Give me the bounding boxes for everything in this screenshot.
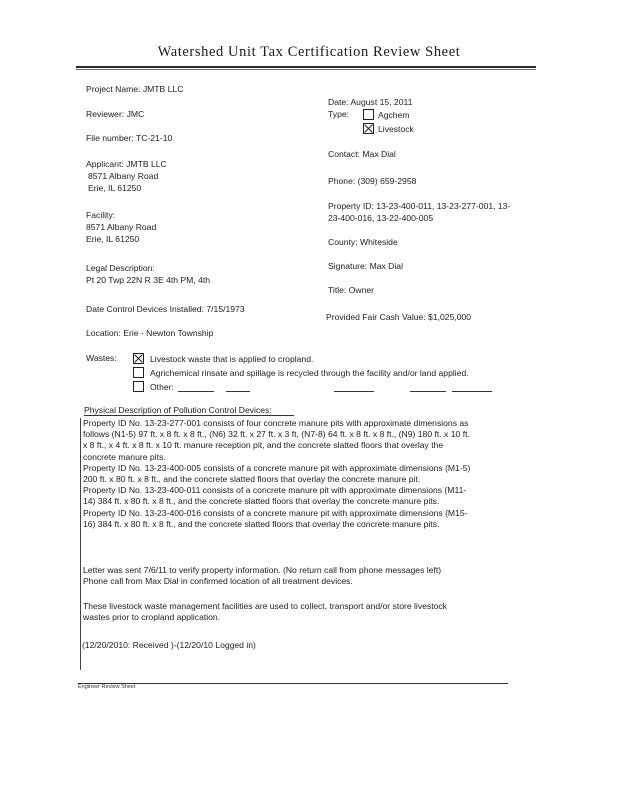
letter-notes (83, 565, 441, 587)
usage-line: These livestock waste management facilities are used to collect, transport and/or store livestock (83, 601, 447, 611)
property-id-line: Property ID: 13-23-400-011, 13-23-277-001, 13- (328, 201, 511, 211)
other-blank (410, 391, 446, 392)
other-blank (452, 391, 492, 392)
description-line: x 8 ft., x 4 ft. x 8 ft. x 10 ft. manure reception pit, and the concrete slatted floors that overlay the (83, 440, 444, 451)
other-blank (178, 391, 214, 392)
legal-description-label: Legal Description: (86, 263, 155, 273)
property-id-line: 23-400-016, 13-22-400-005 (328, 213, 434, 223)
description-line: 16) 384 ft. x 80 ft. x 8 ft., and the concrete slatted floors that overlay the concrete manure pits. (83, 518, 440, 529)
description-line: follows (N1-5) 97 ft. x 8 ft. x 8 ft., (N6) 32 ft. x 27 ft. x 3 ft, (N7-8) 64 ft. x 8 ft. x 8 ft., (N9) 180 ft. x 10 ft. (83, 429, 470, 440)
description-line: Property ID No. 13-23-400-005 consists of a concrete manure pit with approximate dimensions (M1-5) (83, 462, 471, 473)
description-line: Property ID No. 13-23-400-011 consists of a concrete manure pit with approximate dimensions (M11- (83, 485, 467, 496)
agchem-label: Agchem (378, 110, 410, 120)
file-number: File number: TC-21-10 (86, 133, 173, 143)
location: Location: Erie - Newton Township (86, 328, 214, 338)
project-name: Project Name: JMTB LLC (86, 84, 184, 94)
description-line: 14) 384 ft. x 80 ft. x 8 ft., and the concrete slatted floors that overlay the concrete manure pits. (83, 496, 440, 507)
wastes-other-label: Other: (150, 382, 174, 392)
contact: Contact: Max Dial (328, 149, 396, 159)
wastes-other-checkbox[interactable] (133, 381, 144, 392)
letter-line: Phone call from Max Dial in confirmed location of all treatment devices. (83, 576, 353, 587)
applicant-address-line: Erie, IL 61250 (88, 183, 142, 193)
title-rule-lower (76, 69, 536, 70)
date-installed: Date Control Devices Installed: 7/15/1973 (86, 304, 245, 314)
applicant-label: Applicant: JMTB LLC (86, 159, 167, 169)
signature: Signature: Max Dial (328, 261, 403, 271)
other-blank (334, 391, 374, 392)
livestock-label: Livestock (378, 124, 414, 134)
letter-line: Letter was sent 7/6/11 to verify property information. (No return call from phone messages left) (83, 565, 442, 575)
description-line: Property ID No. 13-23-277-001 consists of four concrete manure pits with approximate dimensions as (83, 418, 469, 428)
wastes-livestock-label: Livestock waste that is applied to cropland. (150, 354, 314, 364)
applicant-address-line: 8571 Albany Road (88, 171, 159, 181)
usage-line: wastes prior to cropland application. (83, 612, 221, 623)
description-line: Property ID No. 13-23-400-016 consists of a concrete manure pit with approximate dimensions (M15- (83, 507, 468, 518)
description-border (80, 418, 81, 670)
description-line: 200 ft. x 80 ft. x 8 ft., and the concrete slatted floors that overlay the concrete manure pit. (83, 474, 421, 485)
physical-heading: Physical Description of Pollution Control Devices: (84, 405, 272, 415)
physical-description (83, 418, 470, 530)
title-rule (76, 66, 536, 68)
agchem-checkbox[interactable] (363, 109, 374, 120)
fair-cash-value: Provided Fair Cash Value: $1,025,000 (326, 312, 472, 322)
wastes-agrichemical-checkbox[interactable] (133, 367, 144, 378)
facility-label: Facility: (86, 210, 116, 220)
facility-address-line: 8571 Albany Road (86, 222, 157, 232)
other-blank (226, 391, 250, 392)
wastes-label: Wastes: (86, 353, 117, 363)
review-date: Date: August 15, 2011 (328, 97, 413, 107)
facility-address-line: Erie, IL 61250 (86, 234, 140, 244)
footer-label: Engineer Review Sheet (78, 684, 136, 690)
legal-description: Pt 20 Twp 22N R 3E 4th PM, 4th (86, 275, 211, 285)
phone: Phone: (309) 659-2958 (328, 176, 417, 186)
received-log: (12/20/2010: Received )-(12/20/10 Logged in) (82, 640, 256, 650)
wastes-livestock-checkbox[interactable] (133, 353, 144, 364)
county: County: Whiteside (328, 237, 398, 247)
type-label: Type: (328, 109, 350, 119)
reviewer: Reviewer: JMC (86, 109, 145, 119)
livestock-checkbox[interactable] (363, 123, 374, 134)
footer-rule (78, 683, 508, 684)
title-field: Title: Owner (328, 285, 375, 295)
wastes-agrichemical-label: Agrichemical rinsate and spillage is recycled through the facility and/or land applied. (150, 368, 469, 378)
description-line: concrete manure pits. (83, 451, 166, 462)
usage-notes (83, 601, 447, 623)
heading-underline (84, 415, 294, 416)
page-title: Watershed Unit Tax Certification Review Sheet (157, 44, 461, 60)
